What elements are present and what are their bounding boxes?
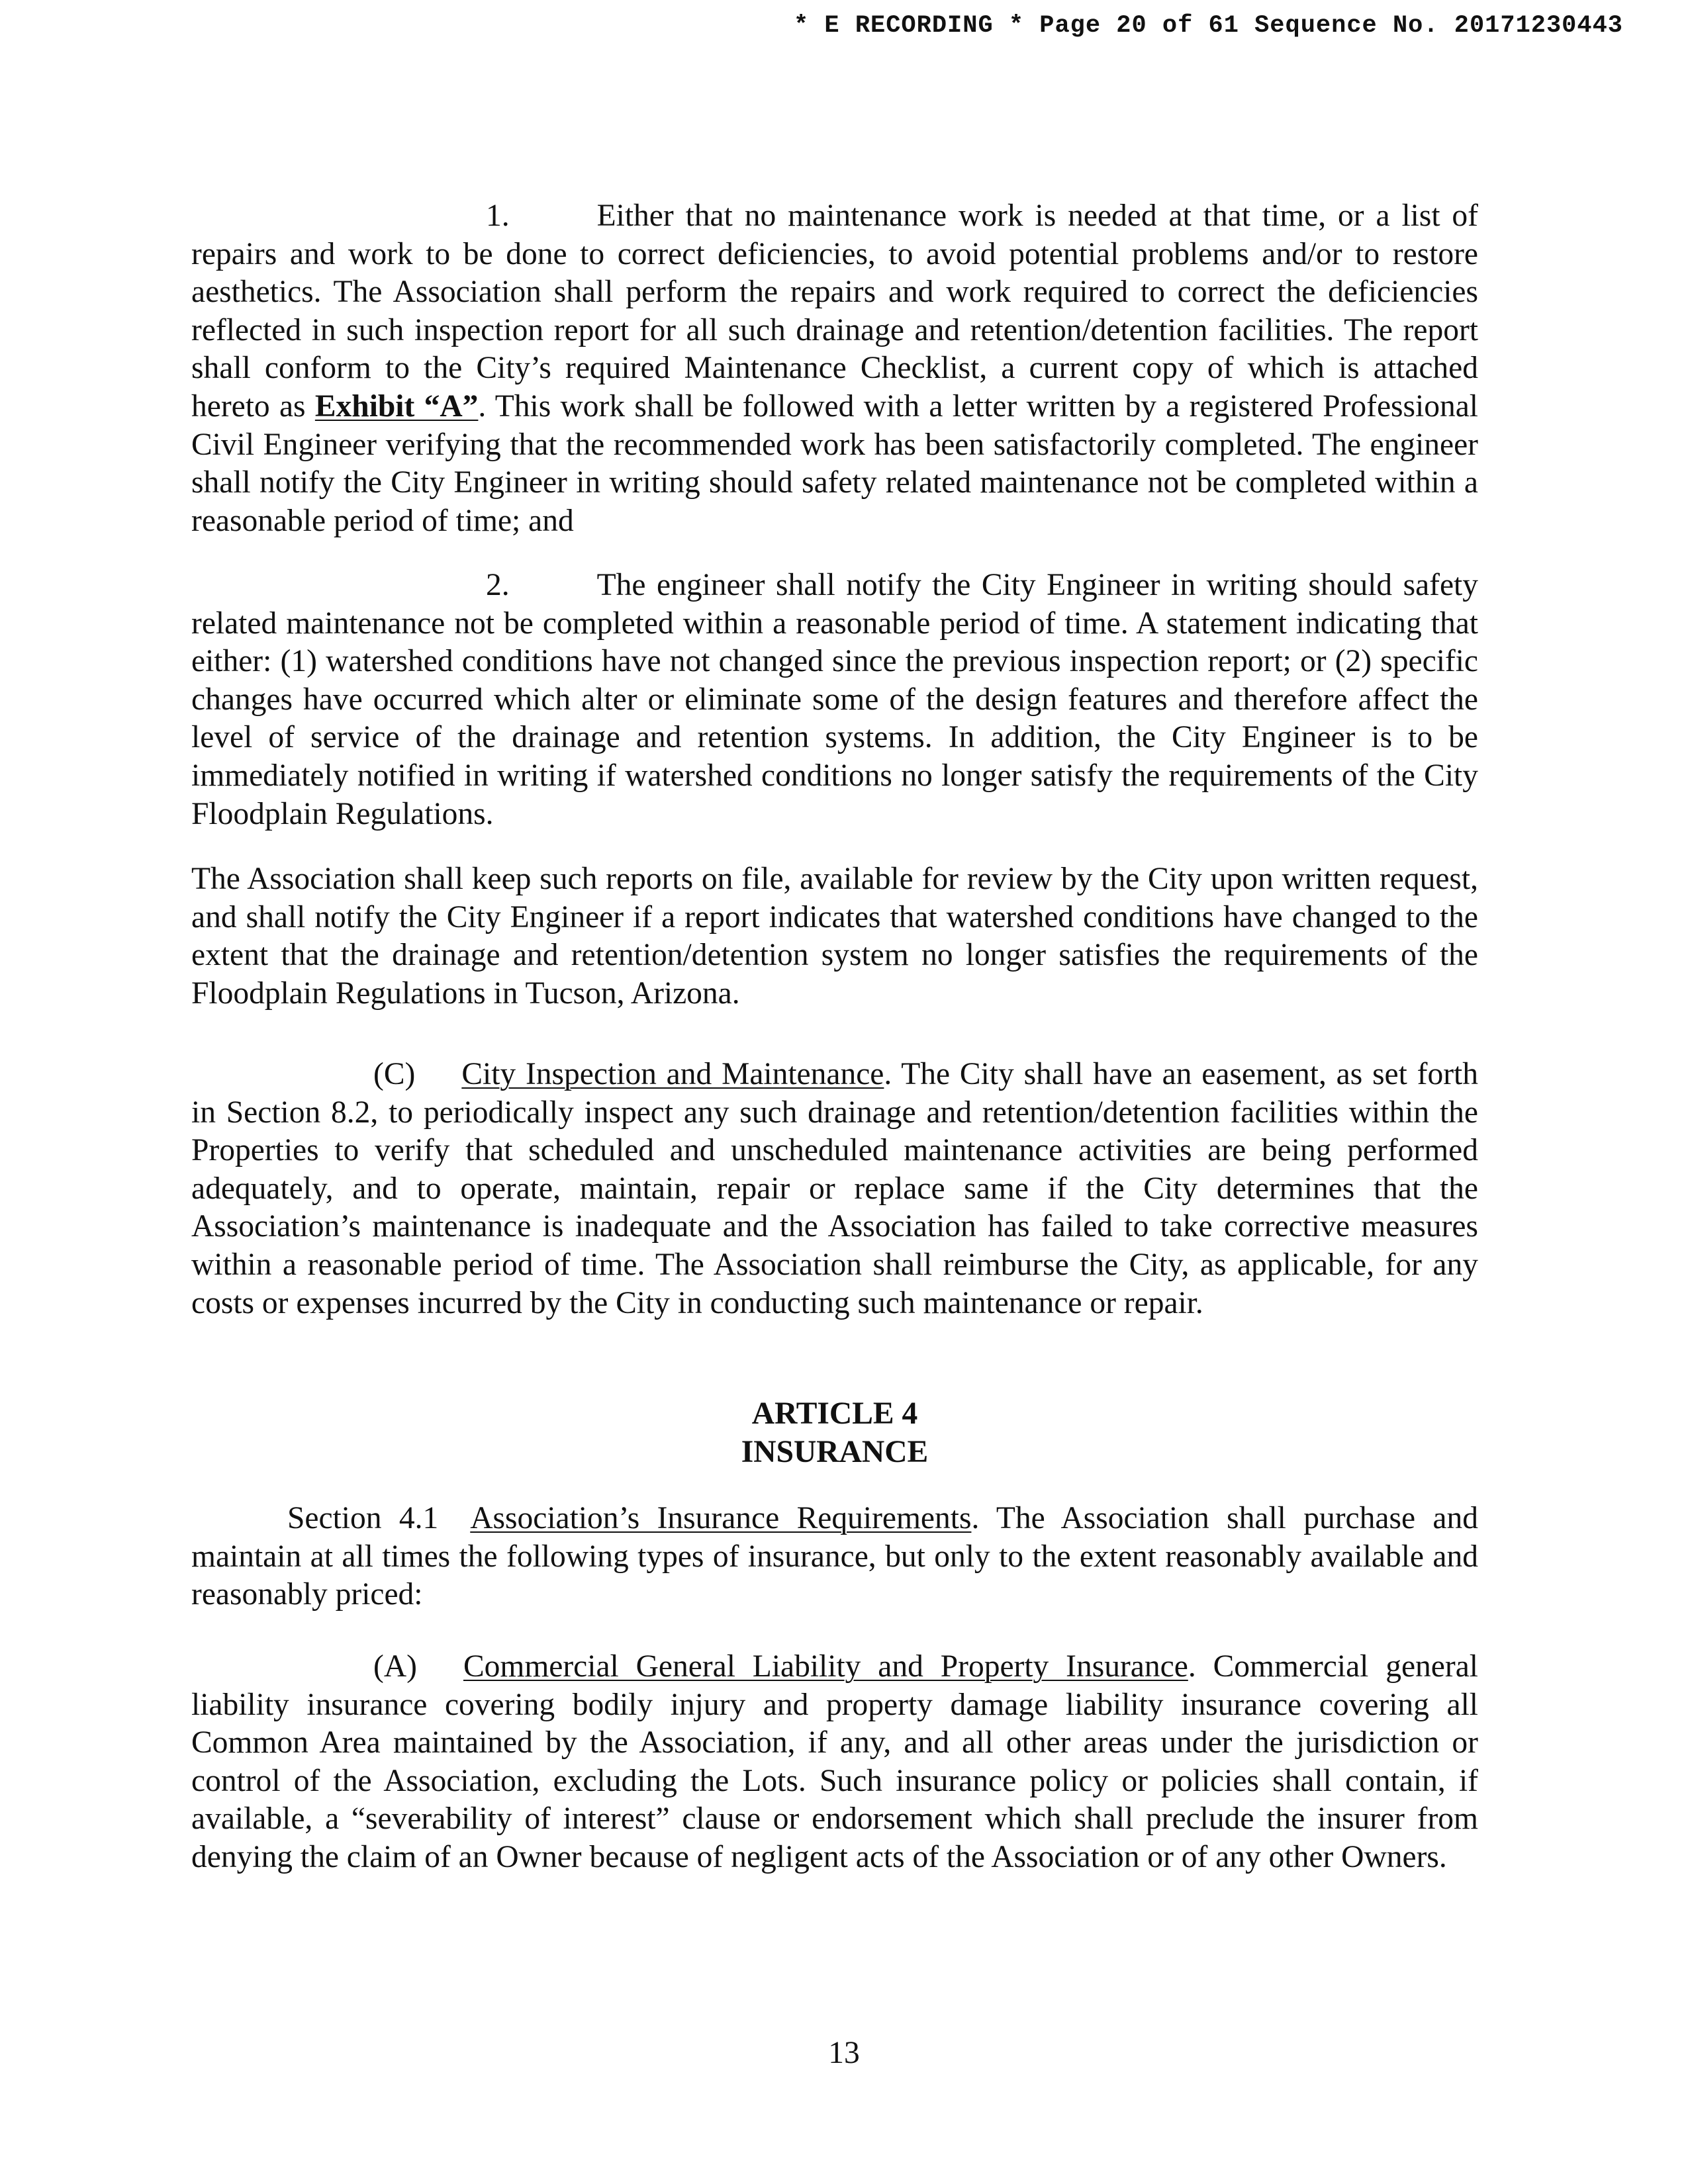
article-number: ARTICLE 4 <box>751 1396 918 1431</box>
item-1-paragraph <box>191 197 1478 540</box>
item-1-text-before: Either that no maintenance work is needed at that time, or a list of repairs and work to be done to correct deficiencies, to avoid potential problems and/or to restore aesthetics. The Association shall perform the repairs and work required to correct the deficiencies reflected in such inspection report for all such drainage and retention/detention facilities. The report shall conform to the City’s required Maintenance Checklist, a current copy of which is attached hereto as <box>191 199 1478 424</box>
subsection-c-heading: City Inspection and Maintenance <box>461 1057 884 1091</box>
association-reports-text: The Association shall keep such reports on file, available for review by the City upon written request, and shall notify the City Engineer if a report indicates that watershed conditions have changed to the extent that the drainage and retention/detention system no longer satisfies the requirements of the Floodplain Regulations in Tucson, Arizona. <box>191 862 1478 1011</box>
subsection-c-text: . The City shall have an easement, as set forth in Section 8.2, to periodically inspect any such drainage and retention/detention facilities within the Properties to verify that scheduled and unscheduled maintenance activities are being performed adequately, and to operate, maintain, repair or replace same if the City determines that the Association’s maintenance is inadequate and the Association has failed to take corrective measures within a reasonable period of time. The Association shall reimburse the City, as applicable, for any costs or expenses incurred by the City in conducting such maintenance or repair. <box>191 1057 1478 1320</box>
section-4-1-paragraph <box>191 1500 1478 1614</box>
recording-header: * E RECORDING * Page 20 of 61 Sequence No. 20171230443 <box>794 12 1623 40</box>
item-2-number: 2. <box>486 568 510 602</box>
subsection-a-heading: Commercial General Liability and Property Insurance <box>463 1649 1188 1684</box>
section-4-1-text: . The Association shall purchase and maintain at all times the following types of insurance, but only to the extent reasonably available and reasonably priced: <box>191 1501 1479 1612</box>
exhibit-a-reference: Exhibit “A” <box>314 388 479 424</box>
page-number: 13 <box>828 2036 860 2070</box>
item-1-number: 1. <box>486 199 510 233</box>
section-4-1-heading: Association’s Insurance Requirements <box>470 1501 972 1535</box>
subsection-c-label: (C) <box>373 1057 416 1091</box>
item-2-paragraph <box>191 567 1478 833</box>
item-2-text: The engineer shall notify the City Engineer in writing should safety related maintenance not be completed within a reasonable period of time. A statement indicating that either: (1) watershed conditions have not changed since the previous inspection report; or (2) specific changes have occurred which alter or eliminate some of the design features and therefore affect the level of service of the drainage and retention systems. In addition, the City Engineer is to be immediately notified in writing if watershed conditions no longer satisfy the requirements of the City Floodplain Regulations. <box>191 568 1478 831</box>
article-title: INSURANCE <box>741 1434 929 1469</box>
association-reports-paragraph <box>191 860 1478 1013</box>
item-1-text-after: . This work shall be followed with a letter written by a registered Professional Civil Engineer verifying that the recommended work has been satisfactorily completed. The engineer shall notify the City Engineer in writing should safety related maintenance not be completed within a reasonable period of time; and <box>191 388 1478 538</box>
subsection-a-text: . Commercial general liability insurance covering bodily injury and property damage liability insurance covering all Common Area maintained by the Association, if any, and all other areas under the jurisdiction or control of the Association, excluding the Lots. Such insurance policy or policies shall contain, if available, a “severability of interest” clause or endorsement which shall preclude the insurer from denying the claim of an Owner because of negligent acts of the Association or of any other Owners. <box>191 1649 1478 1874</box>
subsection-a-label: (A) <box>373 1649 417 1684</box>
article-heading <box>191 1395 1478 1471</box>
section-4-1-label: Section 4.1 <box>287 1501 439 1535</box>
subsection-a-paragraph <box>191 1648 1478 1877</box>
subsection-c-paragraph <box>191 1056 1478 1322</box>
